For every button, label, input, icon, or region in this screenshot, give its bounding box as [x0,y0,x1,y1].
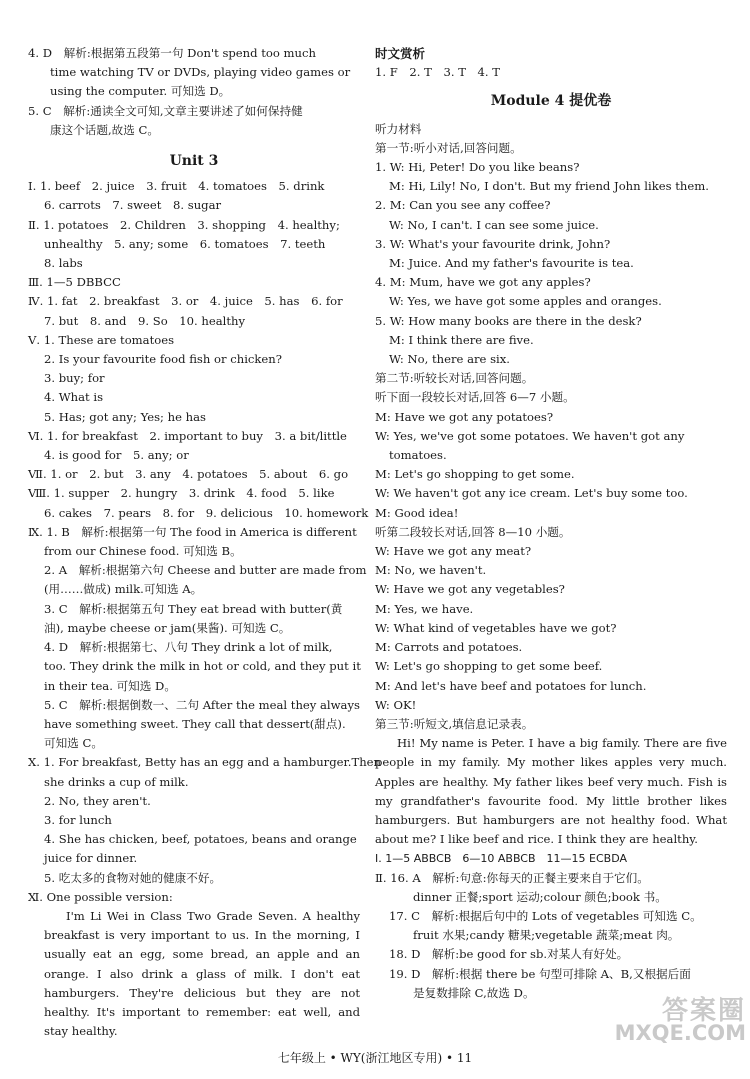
answer-line: 5. C 解析:通读全文可知,文章主要讲述了如何保持健 [28,103,303,118]
answer-line: 3. for lunch [44,812,112,827]
answer-line: 17. C 解析:根据后句中的 Lots of vegetables 可知选 C。 [389,908,702,923]
answer-line: 2. No, they aren't. [44,793,151,808]
answer-line: 油), maybe cheese or jam(果酱). 可知选 C。 [44,620,291,635]
dialogue-line: tomatoes. [389,448,447,463]
answer-line: 8. labs [44,256,83,271]
watermark-text: 答案圈 [661,996,746,1026]
answer-line: fruit 水果;candy 糖果;vegetable 蔬菜;meat 肉。 [413,928,680,943]
answer-line: 4. She has chicken, beef, potatoes, beans and orange [44,832,357,847]
answer-line: 4. D 解析:根据第五段第一句 Don't spend too much [28,46,316,60]
dialogue-line: M: Carrots and potatoes. [375,640,523,655]
answer-line: Ⅱ. 16. A 解析:句意:你每天的正餐主要来自于它们。 [375,870,649,885]
dialogue-line: M: Let's go shopping to get some. [375,467,575,482]
dialogue-line: W: Have we got any vegetables? [375,582,565,597]
dialogue-line: 3. W: What's your favourite drink, John? [375,236,611,251]
watermark-url: MXQE.COM [614,1021,746,1045]
dialogue-line: W: We haven't got any ice cream. Let's buy some too. [375,486,688,501]
answer-line: 5. Has; got any; Yes; he has [44,409,206,424]
answer-line: Ⅳ. 1. fat 2. breakfast 3. or 4. juice 5. has 6. for [28,294,343,309]
answer-line: 听第二段较长对话,回答 8—10 小题。 [375,524,571,539]
answer-line: Ⅴ. 1. These are tomatoes [28,332,175,347]
unit-title: Unit 3 [169,153,219,170]
answer-line: too. They drink the milk in hot or cold, and they put it [44,659,361,674]
answer-line: Ⅰ. 1. beef 2. juice 3. fruit 4. tomatoes 5. drink [28,179,325,194]
answer-line: Ⅲ. 1—5 DBBCC [28,275,121,290]
answer-line: 5. 吃太多的食物对她的健康不好。 [44,870,222,885]
dialogue-line: 4. M: Mum, have we got any apples? [375,275,591,290]
answer-line: 2. Is your favourite food fish or chicken? [44,352,282,367]
dialogue-line: 5. W: How many books are there in the desk? [375,313,642,328]
dialogue-line: M: No, we haven't. [375,563,487,578]
answer-line: 4. What is [44,390,104,405]
dialogue-line: W: Have we got any meat? [375,544,532,559]
answer-line: (用……做成) milk.可知选 A。 [44,582,203,597]
answer-line: Ⅰ. 1—5 ABBCB 6—10 ABBCB 11—15 ECBDA [375,852,627,866]
answer-line: Ⅷ. 1. supper 2. hungry 3. drink 4. food 5. like [28,486,335,501]
answer-line: 听下面一段较长对话,回答 6—7 小题。 [375,390,575,405]
dialogue-line: W: Yes, we have got some apples and oranges. [389,294,662,309]
answer-line: 第一节:听小对话,回答问题。 [375,140,522,155]
answer-line: 3. C 解析:根据第五句 They eat bread with butter(黄 [44,601,343,616]
answer-line: 18. D 解析:be good for sb.对某人有好处。 [389,947,629,962]
answer-line: 听力材料 [375,121,422,136]
dialogue-line: M: Hi, Lily! No, I don't. But my friend John likes them. [389,179,709,194]
essay-paragraph: I'm Li Wei in Class Two Grade Seven. A healthy breakfast is very important to us. In the morning, I usually eat an egg, some bread, an apple and an orange. I also drink a glass of milk. I don't eat hamburgers. They're delicious but they are not healthy. It's important to remember: eat well, and stay healthy. [44,908,360,1039]
dialogue-line: W: Yes, we've got some potatoes. We haven't got any [375,428,685,443]
answer-line: 第三节:听短文,填信息记录表。 [375,716,534,731]
page-footer: 七年级上 • WY(浙江地区专用) • 11 [277,1051,473,1065]
answer-line: juice for dinner. [44,851,138,866]
answer-line: 4. D 解析:根据第七、八句 They drink a lot of milk, [44,640,333,655]
answer-line: Ⅵ. 1. for breakfast 2. important to buy 3. a bit/little [28,428,347,443]
dialogue-line: M: Good idea! [375,505,459,520]
answer-line: time watching TV or DVDs, playing video games or [50,65,351,80]
dialogue-line: M: Have we got any potatoes? [375,409,554,424]
answer-line: she drinks a cup of milk. [44,774,189,789]
answer-line: unhealthy 5. any; some 6. tomatoes 7. teeth [44,236,326,251]
dialogue-line: W: No, there are six. [389,352,510,367]
answer-line: 3. buy; for [44,371,105,386]
answer-line: Ⅺ. One possible version: [28,889,173,904]
dialogue-line: M: And let's have beef and potatoes for lunch. [375,678,647,693]
dialogue-line: M: I think there are five. [389,332,534,347]
answer-line: 6. cakes 7. pears 8. for 9. delicious 10. homework [44,505,369,520]
watermark-logo [614,996,746,1045]
dialogue-line: W: No, I can't. I can see some juice. [389,217,599,232]
section-title: 时文赏析 [375,46,426,61]
answer-line: Ⅹ. 1. For breakfast, Betty has an egg and a hamburger.Then [28,755,381,770]
answer-line: 4. is good for 5. any; or [44,448,189,463]
dialogue-line: W: OK! [375,697,417,712]
answer-line: 2. A 解析:根据第六句 Cheese and butter are made from [44,563,367,578]
answer-line: Ⅶ. 1. or 2. but 3. any 4. potatoes 5. about 6. go [28,467,349,482]
answer-line: using the computer. 可知选 D。 [50,84,231,99]
dialogue-line: 2. M: Can you see any coffee? [375,198,551,213]
dialogue-line: M: Yes, we have. [375,601,474,616]
answer-line: 5. C 解析:根据倒数一、二句 After the meal they always [44,697,360,712]
answer-line: 第二节:听较长对话,回答问题。 [375,371,534,386]
answer-line: 康这个话题,故选 C。 [50,122,159,137]
answer-line: 是复数排除 C,故选 D。 [413,985,535,1000]
answer-line: have something sweet. They call that dessert(甜点). [44,716,346,731]
answer-line: 19. D 解析:根据 there be 句型可排除 A、B,又根据后面 [389,966,691,981]
left-column [28,44,381,1041]
answer-line: Ⅸ. 1. B 解析:根据第一句 The food in America is different [28,524,357,539]
answer-line: Ⅱ. 1. potatoes 2. Children 3. shopping 4. healthy; [28,217,340,232]
answer-line: dinner 正餐;sport 运动;colour 颜色;book 书。 [413,889,667,904]
right-column [375,44,727,1003]
listening-passage: Hi! My name is Peter. I have a big family. There are five people in my family. My mother likes apples very much. Apples are healthy. My father likes beef very much. Fish is my grandfather's favourite food. My little brother likes hamburgers. But hamburgers are not healthy food. What about me? I like beef and rice. I think they are healthy. [375,736,727,847]
dialogue-line: 1. W: Hi, Peter! Do you like beans? [375,160,580,175]
dialogue-line: W: Let's go shopping to get some beef. [375,659,603,674]
answer-line: 可知选 C。 [44,736,103,751]
answer-line: from our Chinese food. 可知选 B。 [44,544,242,559]
answer-line: 1. F 2. T 3. T 4. T [375,65,501,80]
dialogue-line: W: What kind of vegetables have we got? [375,620,617,635]
answer-line: 7. but 8. and 9. So 10. healthy [44,313,246,328]
module-title: Module 4 提优卷 [490,93,612,110]
answer-line: 6. carrots 7. sweet 8. sugar [44,198,222,213]
dialogue-line: M: Juice. And my father's favourite is tea. [389,256,634,271]
answer-line: in their tea. 可知选 D。 [44,678,176,693]
